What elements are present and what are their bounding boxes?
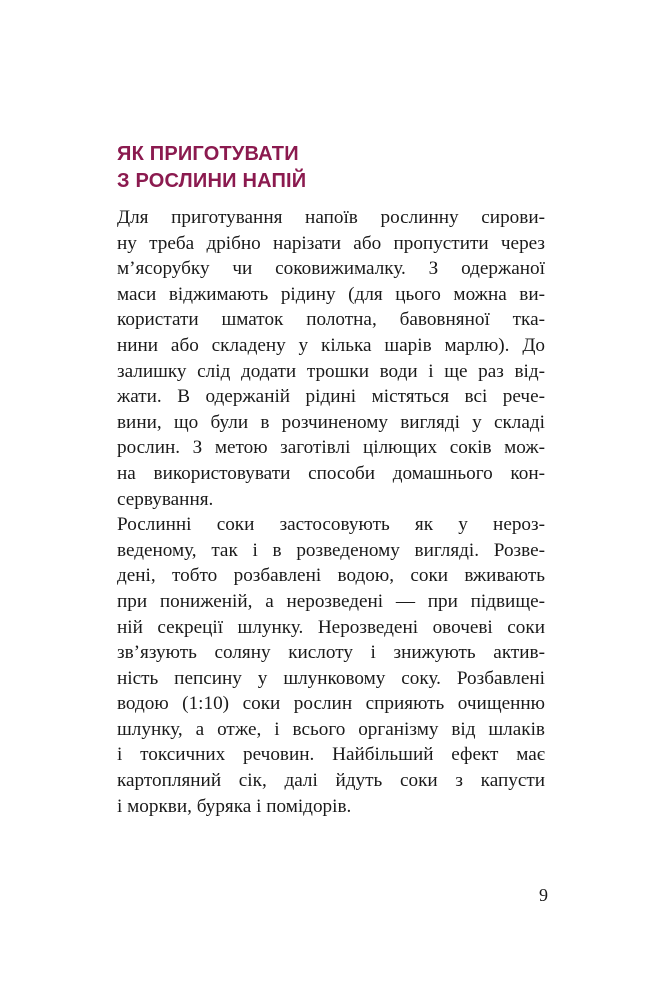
paragraph-2-line-8: водою (1:10) соки рослин сприяють очищенню <box>117 693 545 715</box>
page-number: 9 <box>539 885 548 905</box>
paragraph-1-line-4: маси віджимають рідину (для цього можна ви- <box>117 283 545 305</box>
paragraph-2-line-2: веденому, так і в розведеному вигляді. Розве- <box>117 539 545 561</box>
paragraph-1-line-8: жати. В одержаній рідині містяться всі рече- <box>117 386 545 408</box>
paragraph-2-line-6: зв’язують соляну кислоту і знижують актив- <box>117 642 545 664</box>
paragraph-2-line-4: при пониженій, а нерозведені — при підвище- <box>117 590 545 612</box>
paragraph-2-line-5: ній секреції шлунку. Нерозведені овочеві соки <box>117 616 545 638</box>
paragraph-1-line-2: ну треба дрібно нарізати або пропустити через <box>117 232 545 254</box>
paragraph-1-line-12: сервування. <box>117 488 214 510</box>
paragraph-1-line-1: Для приготування напоїв рослинну сирови- <box>117 207 545 228</box>
body-text <box>117 205 545 819</box>
paragraph-2-line-10: і токсичних речовин. Найбільший ефект має <box>117 744 545 766</box>
paragraph-2-line-9: шлунку, а отже, і всього організму від шлаків <box>117 718 545 740</box>
paragraph-1-line-6: нини або складену у кілька шарів марлю). До <box>117 334 545 356</box>
paragraph-1-line-7: залишку слід додати трошки води і ще раз від- <box>117 360 545 382</box>
paragraph-1-line-5: користати шматок полотна, бавовняної тка- <box>117 309 545 331</box>
paragraph-2-line-7: ність пепсину у шлунковому соку. Розбавлені <box>117 667 545 689</box>
section-heading-line-2: З РОСЛИНИ НАПІЙ <box>117 170 307 192</box>
paragraph-2-line-12: і моркви, буряка і помідорів. <box>117 795 352 817</box>
paragraph-2-line-3: дені, тобто розбавлені водою, соки вживають <box>117 565 545 587</box>
paragraph-1-line-10: рослин. З метою заготівлі цілющих соків мож- <box>117 437 545 459</box>
paragraph-1-line-3: м’ясорубку чи соковижималку. З одержаної <box>117 258 545 280</box>
paragraph-2-line-11: картопляний сік, далі йдуть соки з капусти <box>117 770 545 792</box>
paragraph-2-line-1: Рослинні соки застосовують як у нероз- <box>117 514 545 536</box>
section-heading <box>117 141 557 195</box>
paragraph-1-line-11: на використовувати способи домашнього кон- <box>117 462 545 484</box>
paragraph-1-line-9: вини, що були в розчиненому вигляді у складі <box>117 411 545 433</box>
section-heading-line-1: ЯК ПРИГОТУВАТИ <box>117 143 299 165</box>
